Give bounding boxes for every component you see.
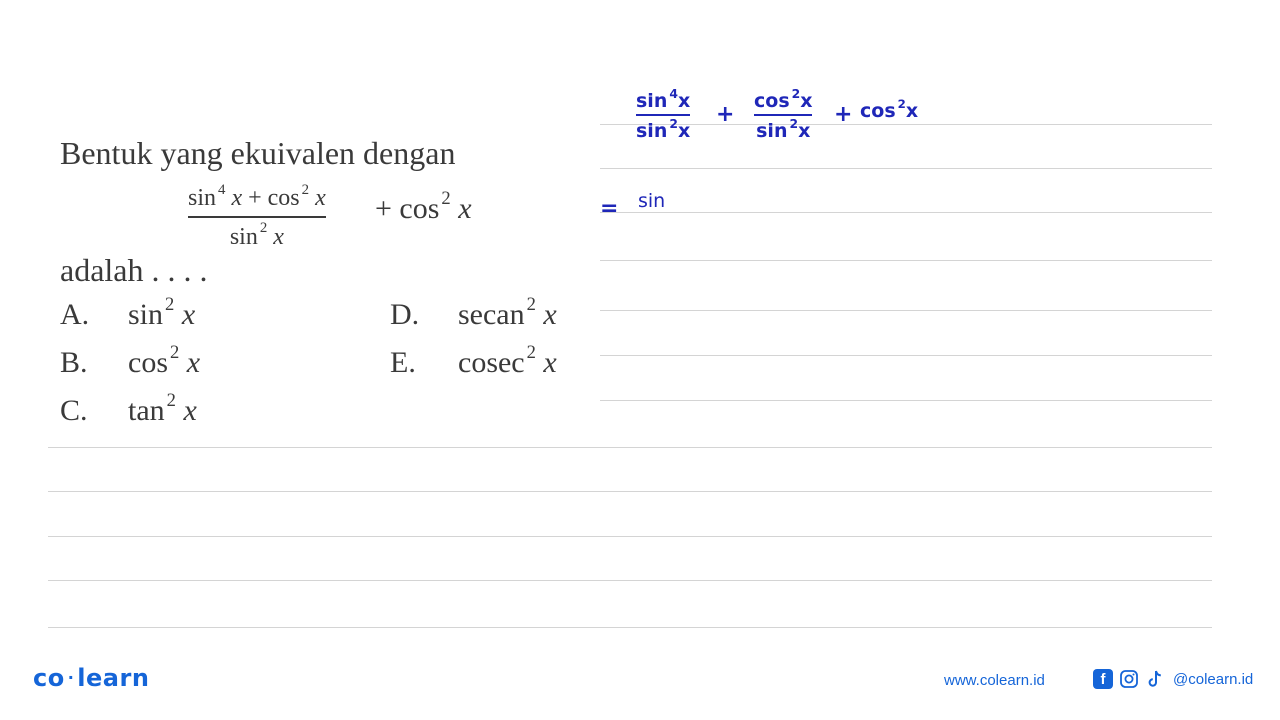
rule-line (48, 580, 1212, 581)
hand-line2-text: sin (638, 190, 666, 212)
hand-fraction-1: sin $^4$x sin $^2$x (636, 86, 691, 142)
hand-plus-2: + (834, 102, 853, 127)
hand-fraction-2: cos $^2$x sin $^2$x (754, 86, 813, 142)
fraction-bar (188, 216, 326, 218)
hand-tail: cos $^2$x (860, 97, 919, 122)
hand-plus-1: + (716, 102, 735, 127)
rule-line (600, 212, 1212, 213)
question-intro: Bentuk yang ekuivalen dengan (60, 135, 456, 171)
rule-line (600, 400, 1212, 401)
option-b: B. cos $^2$ x (60, 342, 201, 379)
website-link[interactable]: www.colearn.id (944, 672, 1045, 689)
rule-line (600, 355, 1212, 356)
fraction-numerator: sin $^4$ x + cos $^2$ x (188, 181, 326, 211)
facebook-icon[interactable]: f (1093, 669, 1113, 689)
rule-line (48, 627, 1212, 628)
social-links (1093, 669, 1253, 689)
rule-line (48, 491, 1212, 492)
rule-line (48, 536, 1212, 537)
colearn-logo[interactable]: co · learn (33, 664, 150, 692)
option-a: A. sin $^2$ x (60, 294, 196, 331)
rule-line (600, 124, 1212, 125)
rule-line (600, 310, 1212, 311)
rule-line (600, 260, 1212, 261)
social-handle[interactable]: @colearn.id (1173, 670, 1254, 688)
question-fraction (188, 181, 326, 251)
footer (0, 650, 1280, 720)
instagram-icon[interactable] (1119, 669, 1139, 689)
option-c: C. tan $^2$ x (60, 390, 197, 427)
hand-equals: = (600, 196, 619, 221)
fraction-denominator: sin $^2$ x (229, 220, 284, 250)
rule-line (48, 447, 1212, 448)
rule-line (600, 168, 1212, 169)
tiktok-icon[interactable] (1145, 669, 1165, 689)
expression-tail: + cos $^2$ x (375, 188, 472, 225)
option-e: E. cosec $^2$ x (390, 342, 557, 379)
question-suffix: adalah . . . . (60, 252, 208, 288)
option-d: D. secan $^2$ x (390, 294, 557, 331)
